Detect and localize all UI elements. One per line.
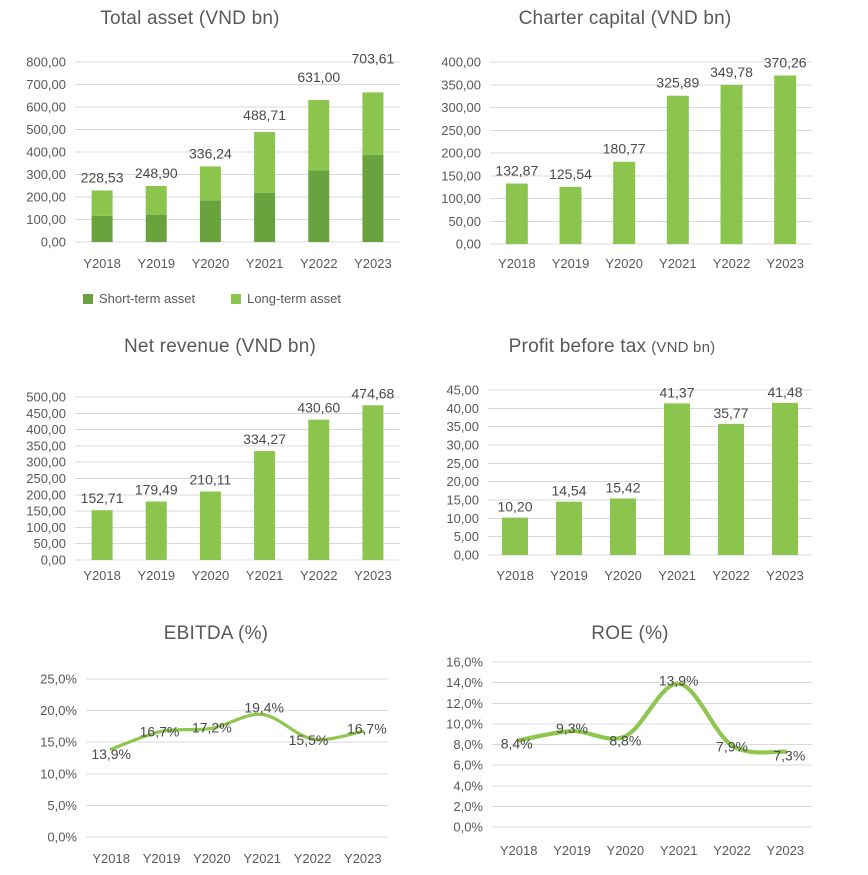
svg-text:800,00: 800,00 (26, 54, 66, 70)
svg-text:Y2020: Y2020 (193, 851, 231, 866)
data-label: 16,7% (139, 723, 180, 740)
bar-Y2021 (254, 451, 275, 560)
ebitda-chart-canvas (0, 605, 434, 875)
bar-Y2019 (556, 502, 582, 555)
data-label: 8,8% (609, 732, 642, 749)
bar-Y2019 (560, 187, 582, 244)
bar-segment-Y2021 (254, 132, 275, 193)
bar-Y2018 (502, 518, 528, 555)
bar-segment-Y2020 (200, 200, 221, 242)
svg-text:2,0%: 2,0% (453, 798, 483, 814)
svg-text:Y2019: Y2019 (142, 851, 181, 866)
data-label: 180,77 (602, 140, 646, 157)
svg-text:Y2023: Y2023 (354, 568, 392, 583)
bar-Y2020 (200, 492, 221, 560)
svg-text:Y2019: Y2019 (553, 843, 591, 858)
svg-text:35,00: 35,00 (446, 419, 479, 435)
svg-text:6,0%: 6,0% (453, 757, 483, 773)
svg-text:Y2021: Y2021 (245, 568, 284, 583)
data-label: 334,27 (243, 431, 286, 448)
svg-text:12,0%: 12,0% (446, 695, 483, 711)
svg-text:0,00: 0,00 (40, 234, 66, 250)
svg-text:400,00: 400,00 (26, 144, 66, 160)
short-term-asset-swatch-icon (83, 294, 93, 304)
data-label: 9,3% (556, 720, 588, 737)
bar-Y2021 (664, 403, 690, 555)
data-label: 14,54 (551, 482, 587, 499)
svg-text:100,00: 100,00 (26, 519, 66, 535)
svg-text:Y2018: Y2018 (92, 851, 130, 866)
legend-label: Long-term asset (247, 291, 342, 306)
bar-Y2022 (721, 85, 743, 244)
ebitda-chart-panel (0, 605, 434, 875)
bars (81, 385, 395, 560)
svg-text:Y2021: Y2021 (658, 568, 696, 583)
svg-text:400,00: 400,00 (441, 54, 481, 70)
svg-text:Y2018: Y2018 (498, 256, 536, 271)
svg-text:0,00: 0,00 (453, 547, 479, 563)
bar-segment-Y2018 (92, 190, 113, 215)
data-label: 336,24 (189, 145, 232, 162)
profit-before-tax-chart-panel (434, 320, 868, 605)
svg-text:200,00: 200,00 (26, 189, 66, 205)
svg-text:Y2020: Y2020 (606, 843, 645, 858)
svg-text:500,00: 500,00 (26, 389, 66, 405)
total-asset-legend (83, 291, 341, 306)
data-label: 474,68 (351, 385, 395, 402)
svg-text:Y2019: Y2019 (551, 256, 590, 271)
bar-Y2020 (610, 498, 636, 555)
svg-text:50,00: 50,00 (448, 213, 481, 229)
data-label: 8,4% (500, 735, 533, 752)
x-axis-labels (83, 568, 391, 583)
svg-text:10,0%: 10,0% (446, 716, 483, 732)
svg-text:0,0%: 0,0% (47, 829, 77, 845)
data-label: 631,00 (297, 69, 341, 86)
svg-text:Y2020: Y2020 (191, 568, 230, 583)
bar-Y2023 (772, 403, 798, 555)
bar-segment-Y2023 (362, 155, 383, 242)
svg-text:15,00: 15,00 (446, 492, 479, 508)
bar-segment-Y2023 (362, 92, 383, 154)
svg-text:300,00: 300,00 (26, 454, 66, 470)
svg-text:0,0%: 0,0% (453, 819, 483, 835)
svg-text:Y2023: Y2023 (766, 256, 804, 271)
svg-text:40,00: 40,00 (446, 400, 479, 416)
svg-text:Y2023: Y2023 (766, 843, 805, 858)
svg-text:100,00: 100,00 (26, 212, 66, 227)
total-asset-chart-panel (0, 0, 434, 320)
svg-text:25,0%: 25,0% (40, 671, 77, 687)
svg-text:Y2021: Y2021 (659, 843, 698, 858)
svg-text:50,00: 50,00 (33, 536, 66, 552)
bar-segment-Y2019 (146, 215, 167, 242)
svg-text:300,00: 300,00 (441, 100, 481, 115)
bar-Y2019 (146, 501, 167, 560)
svg-text:5,00: 5,00 (453, 529, 479, 545)
svg-text:350,00: 350,00 (441, 77, 481, 93)
bar-Y2020 (613, 162, 635, 244)
bar-segment-Y2021 (254, 193, 275, 242)
stacked-bars (81, 50, 395, 242)
data-label: 13,9% (658, 672, 699, 689)
data-label: 430,60 (297, 399, 341, 416)
bar-Y2021 (667, 96, 689, 244)
svg-text:100,00: 100,00 (441, 191, 481, 206)
svg-text:10,00: 10,00 (446, 510, 479, 526)
data-label: 488,71 (243, 106, 286, 123)
bar-Y2018 (92, 510, 113, 560)
svg-text:200,00: 200,00 (26, 487, 66, 503)
svg-text:Y2022: Y2022 (299, 256, 338, 271)
roe-chart-canvas (434, 605, 868, 875)
data-label: 210,11 (189, 471, 232, 488)
svg-text:Y2020: Y2020 (605, 256, 643, 271)
bar-segment-Y2022 (308, 100, 329, 170)
data-label: 17,2% (191, 719, 232, 736)
svg-text:Y2018: Y2018 (83, 256, 121, 271)
svg-text:250,00: 250,00 (26, 471, 66, 486)
svg-text:Y2023: Y2023 (354, 256, 392, 271)
svg-text:20,0%: 20,0% (40, 703, 77, 719)
svg-text:150,00: 150,00 (441, 168, 481, 184)
bars (495, 55, 806, 244)
data-label: 19,4% (244, 699, 285, 716)
svg-text:Y2018: Y2018 (499, 843, 538, 858)
data-label: 13,9% (91, 746, 132, 763)
total-asset-chart-canvas (0, 0, 434, 320)
data-label: 132,87 (495, 162, 539, 179)
bar-Y2023 (362, 405, 383, 560)
svg-text:Y2018: Y2018 (83, 568, 121, 583)
svg-text:Y2023: Y2023 (344, 851, 382, 866)
bar-Y2018 (506, 184, 528, 244)
data-label: 349,78 (710, 63, 753, 80)
svg-text:Y2019: Y2019 (137, 256, 176, 271)
bar-Y2022 (718, 424, 744, 555)
svg-text:Y2021: Y2021 (245, 256, 284, 271)
svg-text:Y2022: Y2022 (712, 568, 750, 583)
svg-text:Y2020: Y2020 (604, 568, 642, 583)
x-axis-labels (496, 568, 804, 583)
chart-title-text: Total asset (VND bn) (100, 8, 280, 29)
bar-segment-Y2018 (92, 216, 113, 242)
svg-text:200,00: 200,00 (441, 145, 481, 161)
svg-text:300,00: 300,00 (26, 167, 66, 182)
charter-capital-chart-panel (434, 0, 868, 320)
svg-text:Y2022: Y2022 (713, 843, 751, 858)
svg-text:Y2022: Y2022 (293, 851, 332, 866)
legend-label: Short-term asset (99, 291, 196, 306)
chart-title-text: EBITDA (%) (163, 623, 269, 644)
legend-item-long-term-asset (231, 291, 341, 306)
data-label: 15,5% (288, 732, 329, 749)
svg-text:10,0%: 10,0% (40, 766, 77, 782)
bar-segment-Y2019 (146, 186, 167, 215)
svg-text:Y2019: Y2019 (550, 568, 588, 583)
data-label: 370,26 (763, 54, 807, 71)
data-label: 228,53 (80, 169, 124, 186)
svg-text:15,0%: 15,0% (40, 734, 77, 750)
svg-text:Y2021: Y2021 (243, 851, 281, 866)
profit-before-tax-chart-canvas (434, 320, 868, 605)
svg-text:500,00: 500,00 (26, 122, 66, 137)
svg-text:Y2019: Y2019 (137, 568, 176, 583)
chart-title-text: Charter capital (VND bn) (518, 8, 732, 29)
svg-text:Y2020: Y2020 (191, 256, 230, 271)
chart-title-text: Net revenue (VND bn) (124, 336, 316, 357)
x-axis-labels (83, 256, 391, 271)
svg-text:Y2023: Y2023 (766, 568, 804, 583)
svg-text:5,0%: 5,0% (47, 797, 77, 813)
svg-text:14,0%: 14,0% (446, 675, 483, 691)
roe-chart-panel (434, 605, 868, 875)
data-label: 41,37 (659, 384, 695, 401)
bar-Y2022 (308, 420, 329, 560)
data-label: 152,71 (80, 490, 124, 507)
svg-text:45,00: 45,00 (446, 382, 479, 398)
bar-segment-Y2020 (200, 166, 221, 200)
svg-text:350,00: 350,00 (26, 438, 66, 454)
svg-text:150,00: 150,00 (26, 503, 66, 519)
data-label: 703,61 (351, 50, 395, 67)
net-revenue-chart-panel (0, 320, 434, 605)
x-axis-labels (92, 851, 381, 866)
line-series (501, 673, 806, 764)
x-axis-labels (500, 843, 804, 858)
svg-text:30,00: 30,00 (446, 437, 479, 453)
data-label: 179,49 (134, 481, 178, 498)
svg-text:25,00: 25,00 (446, 455, 479, 471)
line-series (91, 699, 386, 762)
data-label: 41,48 (767, 383, 803, 400)
charter-capital-chart-canvas (434, 0, 868, 320)
x-axis-labels (498, 256, 804, 271)
svg-text:450,00: 450,00 (26, 405, 66, 421)
svg-text:Y2022: Y2022 (712, 256, 751, 271)
svg-text:Y2018: Y2018 (496, 568, 534, 583)
chart-title-text: Profit before tax (508, 336, 647, 357)
long-term-asset-swatch-icon (231, 294, 241, 304)
net-revenue-chart-canvas (0, 320, 434, 605)
data-label: 35,77 (713, 404, 749, 421)
svg-text:4,0%: 4,0% (453, 778, 483, 794)
svg-text:250,00: 250,00 (441, 122, 481, 138)
svg-text:Y2022: Y2022 (299, 568, 338, 583)
svg-text:600,00: 600,00 (26, 99, 66, 115)
bars (497, 384, 802, 555)
data-label: 325,89 (656, 74, 700, 91)
svg-text:20,00: 20,00 (446, 474, 479, 490)
data-label: 15,42 (605, 479, 641, 496)
svg-text:700,00: 700,00 (26, 77, 66, 92)
svg-text:Y2021: Y2021 (659, 256, 697, 271)
svg-text:0,00: 0,00 (455, 236, 481, 252)
svg-text:16,0%: 16,0% (446, 654, 483, 670)
data-label: 7,9% (716, 738, 748, 755)
bar-segment-Y2022 (308, 170, 329, 242)
data-label: 10,20 (497, 498, 533, 515)
bar-Y2023 (774, 76, 796, 244)
svg-text:8,0%: 8,0% (453, 737, 483, 752)
chart-title-text: ROE (%) (591, 623, 669, 644)
legend-item-short-term-asset (83, 291, 195, 306)
data-label: 248,90 (134, 164, 178, 181)
chart-title-suffix: (VND bn) (651, 339, 716, 356)
data-label: 7,3% (773, 747, 806, 764)
data-label: 125,54 (549, 165, 592, 182)
data-label: 16,7% (346, 720, 387, 737)
svg-text:400,00: 400,00 (26, 422, 66, 438)
svg-text:0,00: 0,00 (40, 552, 66, 568)
